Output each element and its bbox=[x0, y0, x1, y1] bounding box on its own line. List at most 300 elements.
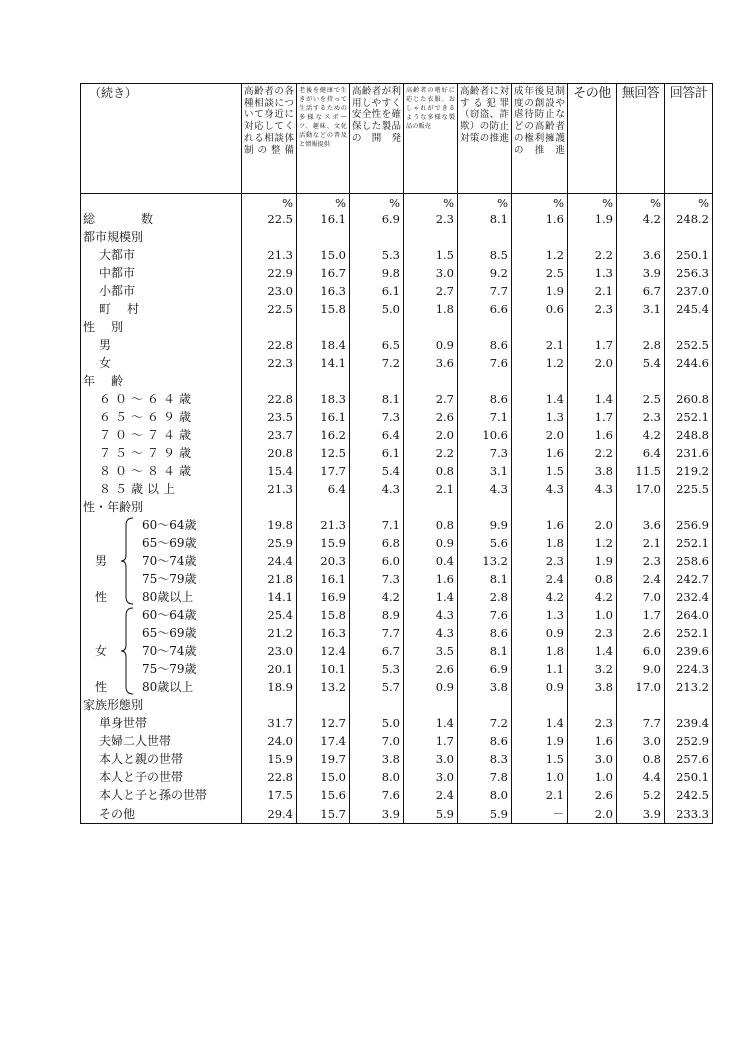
row-label bbox=[81, 282, 242, 300]
table-row bbox=[81, 300, 713, 318]
value-cell: 1.4 bbox=[568, 390, 617, 408]
row-label-text: 男 bbox=[99, 338, 112, 352]
value-cell: 1.9 bbox=[512, 282, 568, 300]
value-cell: 16.7 bbox=[297, 264, 350, 282]
value-cell: 19.8 bbox=[242, 516, 297, 534]
value-cell bbox=[617, 372, 665, 390]
male-group-label-1: 男 bbox=[95, 554, 108, 568]
value-cell: 4.3 bbox=[458, 480, 512, 498]
row-label-text: ８５歳以上 bbox=[99, 482, 180, 496]
value-cell: 2.8 bbox=[458, 588, 512, 606]
value-cell: 5.7 bbox=[350, 678, 404, 696]
value-cell: 7.7 bbox=[458, 282, 512, 300]
value-cell: 2.3 bbox=[568, 714, 617, 732]
value-cell: 15.0 bbox=[297, 768, 350, 786]
value-cell bbox=[297, 498, 350, 516]
value-cell: 6.6 bbox=[458, 300, 512, 318]
value-cell: 14.1 bbox=[297, 354, 350, 372]
value-cell: 1.2 bbox=[512, 354, 568, 372]
value-cell bbox=[665, 372, 713, 390]
value-cell: 15.9 bbox=[297, 534, 350, 552]
value-cell: 2.0 bbox=[512, 426, 568, 444]
female-group-label-2: 性 bbox=[95, 680, 108, 694]
value-cell bbox=[458, 372, 512, 390]
unit-row bbox=[81, 194, 713, 211]
value-cell: 23.7 bbox=[242, 426, 297, 444]
value-cell: 6.7 bbox=[617, 282, 665, 300]
value-cell: 4.2 bbox=[568, 588, 617, 606]
value-cell: 2.5 bbox=[617, 390, 665, 408]
table-row bbox=[81, 534, 713, 552]
value-cell: 7.0 bbox=[350, 732, 404, 750]
row-label bbox=[81, 300, 242, 318]
table-row bbox=[81, 354, 713, 372]
value-cell: 22.5 bbox=[242, 300, 297, 318]
value-cell bbox=[665, 498, 713, 516]
value-cell bbox=[350, 498, 404, 516]
table-row bbox=[81, 642, 713, 660]
value-cell: 252.9 bbox=[665, 732, 713, 750]
value-cell: 260.8 bbox=[665, 390, 713, 408]
row-label bbox=[81, 354, 242, 372]
value-cell: 2.1 bbox=[617, 534, 665, 552]
value-cell: 2.6 bbox=[568, 786, 617, 804]
row-label bbox=[81, 696, 242, 714]
value-cell: 231.6 bbox=[665, 444, 713, 462]
value-cell: 5.9 bbox=[458, 804, 512, 824]
row-label bbox=[81, 246, 242, 264]
value-cell: 5.9 bbox=[404, 804, 458, 824]
value-cell: 1.2 bbox=[568, 534, 617, 552]
value-cell: 3.1 bbox=[617, 300, 665, 318]
value-cell: 4.3 bbox=[404, 606, 458, 624]
value-cell: 7.8 bbox=[458, 768, 512, 786]
unit-cell: % bbox=[404, 194, 458, 211]
col-header-6: 成年後見制度の創設や虐待防止などの高齢者の権利擁護の推進 bbox=[512, 84, 568, 194]
value-cell: 3.9 bbox=[350, 804, 404, 824]
value-cell: 2.8 bbox=[617, 336, 665, 354]
value-cell: － bbox=[512, 804, 568, 824]
value-cell bbox=[617, 228, 665, 246]
value-cell: 1.4 bbox=[512, 390, 568, 408]
value-cell: 6.0 bbox=[350, 552, 404, 570]
row-label bbox=[81, 588, 242, 606]
row-label bbox=[81, 714, 242, 732]
value-cell: 3.8 bbox=[458, 678, 512, 696]
row-label bbox=[81, 210, 242, 228]
value-cell: 8.1 bbox=[458, 642, 512, 660]
value-cell bbox=[458, 498, 512, 516]
value-cell: 1.8 bbox=[512, 534, 568, 552]
col-header-8: 無回答 bbox=[617, 84, 665, 194]
value-cell: 17.0 bbox=[617, 678, 665, 696]
table-row bbox=[81, 480, 713, 498]
row-label-text: ７５～７９歳 bbox=[99, 446, 196, 460]
row-label-text: 本人と親の世帯 bbox=[99, 752, 184, 766]
value-cell bbox=[512, 318, 568, 336]
value-cell: 264.0 bbox=[665, 606, 713, 624]
value-cell: 2.3 bbox=[617, 408, 665, 426]
value-cell: 1.6 bbox=[512, 444, 568, 462]
value-cell: 232.4 bbox=[665, 588, 713, 606]
value-cell: 3.0 bbox=[404, 750, 458, 768]
value-cell: 6.8 bbox=[350, 534, 404, 552]
row-label bbox=[81, 804, 242, 824]
value-cell: 15.0 bbox=[297, 246, 350, 264]
value-cell: 1.6 bbox=[568, 732, 617, 750]
value-cell: 7.6 bbox=[458, 606, 512, 624]
value-cell: 1.5 bbox=[404, 246, 458, 264]
value-cell: 4.3 bbox=[350, 480, 404, 498]
value-cell: 22.3 bbox=[242, 354, 297, 372]
value-cell: 9.8 bbox=[350, 264, 404, 282]
value-cell: 9.2 bbox=[458, 264, 512, 282]
value-cell: 1.3 bbox=[512, 408, 568, 426]
value-cell bbox=[568, 228, 617, 246]
value-cell: 2.3 bbox=[568, 624, 617, 642]
section-row bbox=[81, 696, 713, 714]
value-cell: 242.5 bbox=[665, 786, 713, 804]
value-cell: 3.0 bbox=[404, 264, 458, 282]
value-cell bbox=[404, 696, 458, 714]
value-cell: 225.5 bbox=[665, 480, 713, 498]
value-cell: 1.5 bbox=[512, 750, 568, 768]
value-cell bbox=[350, 318, 404, 336]
value-cell: 6.1 bbox=[350, 444, 404, 462]
row-label-text: 夫婦二人世帯 bbox=[99, 734, 172, 748]
section-row bbox=[81, 318, 713, 336]
value-cell: 15.6 bbox=[297, 786, 350, 804]
value-cell: 213.2 bbox=[665, 678, 713, 696]
value-cell: 1.9 bbox=[568, 552, 617, 570]
value-cell bbox=[512, 696, 568, 714]
value-cell: 2.1 bbox=[568, 282, 617, 300]
row-label bbox=[81, 336, 242, 354]
unit-cell: % bbox=[297, 194, 350, 211]
value-cell: 11.5 bbox=[617, 462, 665, 480]
value-cell: 22.8 bbox=[242, 336, 297, 354]
value-cell: 2.7 bbox=[404, 390, 458, 408]
value-cell: 1.7 bbox=[568, 336, 617, 354]
value-cell: 21.8 bbox=[242, 570, 297, 588]
value-cell: 20.1 bbox=[242, 660, 297, 678]
value-cell: 4.2 bbox=[617, 210, 665, 228]
value-cell: 5.3 bbox=[350, 246, 404, 264]
value-cell: 6.9 bbox=[458, 660, 512, 678]
value-cell: 4.3 bbox=[512, 480, 568, 498]
value-cell: 1.4 bbox=[568, 642, 617, 660]
value-cell bbox=[350, 228, 404, 246]
row-label bbox=[81, 390, 242, 408]
value-cell: 3.8 bbox=[568, 678, 617, 696]
value-cell bbox=[458, 696, 512, 714]
value-cell: 2.0 bbox=[404, 426, 458, 444]
value-cell: 6.9 bbox=[350, 210, 404, 228]
value-cell: 244.6 bbox=[665, 354, 713, 372]
value-cell: 239.4 bbox=[665, 714, 713, 732]
unit-cell: % bbox=[665, 194, 713, 211]
survey-table bbox=[80, 83, 713, 824]
value-cell: 14.1 bbox=[242, 588, 297, 606]
row-label-text: 65～69歳 bbox=[142, 626, 197, 640]
value-cell: 17.5 bbox=[242, 786, 297, 804]
table-row bbox=[81, 336, 713, 354]
value-cell: 248.2 bbox=[665, 210, 713, 228]
value-cell bbox=[242, 696, 297, 714]
value-cell: 256.9 bbox=[665, 516, 713, 534]
value-cell: 7.2 bbox=[458, 714, 512, 732]
table-row bbox=[81, 570, 713, 588]
value-cell: 3.6 bbox=[617, 246, 665, 264]
value-cell: 22.9 bbox=[242, 264, 297, 282]
row-label bbox=[81, 426, 242, 444]
value-cell: 0.9 bbox=[512, 678, 568, 696]
row-label-text: 性・年齢別 bbox=[83, 500, 144, 514]
value-cell: 242.7 bbox=[665, 570, 713, 588]
value-cell: 252.1 bbox=[665, 534, 713, 552]
value-cell: 0.8 bbox=[568, 570, 617, 588]
value-cell: 256.3 bbox=[665, 264, 713, 282]
value-cell bbox=[404, 372, 458, 390]
value-cell: 1.7 bbox=[617, 606, 665, 624]
value-cell: 21.3 bbox=[297, 516, 350, 534]
male-group-label-2: 性 bbox=[95, 590, 108, 604]
value-cell: 2.1 bbox=[404, 480, 458, 498]
value-cell: 12.5 bbox=[297, 444, 350, 462]
value-cell: 2.2 bbox=[568, 246, 617, 264]
value-cell: 2.4 bbox=[512, 570, 568, 588]
table-row bbox=[81, 768, 713, 786]
value-cell: 12.7 bbox=[297, 714, 350, 732]
value-cell: 13.2 bbox=[297, 678, 350, 696]
value-cell: 257.6 bbox=[665, 750, 713, 768]
value-cell bbox=[617, 696, 665, 714]
value-cell bbox=[242, 372, 297, 390]
value-cell: 17.4 bbox=[297, 732, 350, 750]
value-cell: 1.3 bbox=[568, 264, 617, 282]
unit-cell: % bbox=[458, 194, 512, 211]
value-cell: 9.0 bbox=[617, 660, 665, 678]
row-label-text: 70～74歳 bbox=[142, 644, 197, 658]
value-cell: 6.4 bbox=[350, 426, 404, 444]
table-row bbox=[81, 678, 713, 696]
value-cell: 6.0 bbox=[617, 642, 665, 660]
value-cell: 2.1 bbox=[512, 336, 568, 354]
table-row bbox=[81, 390, 713, 408]
row-label bbox=[81, 552, 242, 570]
value-cell: 1.4 bbox=[512, 714, 568, 732]
value-cell bbox=[568, 318, 617, 336]
value-cell bbox=[350, 372, 404, 390]
value-cell: 18.3 bbox=[297, 390, 350, 408]
row-label-text: 80歳以上 bbox=[142, 680, 194, 694]
value-cell bbox=[512, 372, 568, 390]
table-row bbox=[81, 606, 713, 624]
value-cell bbox=[512, 228, 568, 246]
value-cell: 1.6 bbox=[512, 516, 568, 534]
row-label bbox=[81, 642, 242, 660]
row-label bbox=[81, 678, 242, 696]
value-cell: 24.4 bbox=[242, 552, 297, 570]
value-cell: 3.9 bbox=[617, 264, 665, 282]
value-cell: 3.8 bbox=[568, 462, 617, 480]
value-cell bbox=[568, 498, 617, 516]
table-row bbox=[81, 750, 713, 768]
row-label-text: 大都市 bbox=[99, 248, 136, 262]
row-label-text: 女 bbox=[99, 356, 112, 370]
value-cell: 8.6 bbox=[458, 390, 512, 408]
value-cell: 16.3 bbox=[297, 624, 350, 642]
table-row bbox=[81, 426, 713, 444]
value-cell: 1.8 bbox=[404, 300, 458, 318]
value-cell bbox=[404, 228, 458, 246]
value-cell: 3.2 bbox=[568, 660, 617, 678]
row-label-text: ６０～６４歳 bbox=[99, 392, 196, 406]
value-cell: 8.5 bbox=[458, 246, 512, 264]
row-label bbox=[81, 786, 242, 804]
value-cell: 0.8 bbox=[617, 750, 665, 768]
table-row bbox=[81, 282, 713, 300]
value-cell: 2.6 bbox=[617, 624, 665, 642]
row-label-text: ７０～７４歳 bbox=[99, 428, 196, 442]
row-label bbox=[81, 768, 242, 786]
row-label bbox=[81, 750, 242, 768]
col-header-1: 高齢者の各種相談について身近に対応してくれる相談体制の整備 bbox=[242, 84, 297, 194]
value-cell: 22.5 bbox=[242, 210, 297, 228]
value-cell: 3.6 bbox=[404, 354, 458, 372]
value-cell: 20.3 bbox=[297, 552, 350, 570]
value-cell: 12.4 bbox=[297, 642, 350, 660]
value-cell: 4.2 bbox=[512, 588, 568, 606]
value-cell: 4.2 bbox=[617, 426, 665, 444]
value-cell bbox=[297, 696, 350, 714]
value-cell: 2.7 bbox=[404, 282, 458, 300]
value-cell: 2.1 bbox=[512, 786, 568, 804]
value-cell: 224.3 bbox=[665, 660, 713, 678]
table-row bbox=[81, 732, 713, 750]
value-cell: 8.0 bbox=[350, 768, 404, 786]
table-row bbox=[81, 786, 713, 804]
section-row bbox=[81, 372, 713, 390]
value-cell: 1.0 bbox=[512, 768, 568, 786]
value-cell: 2.0 bbox=[568, 804, 617, 824]
row-label bbox=[81, 444, 242, 462]
value-cell: 1.9 bbox=[568, 210, 617, 228]
unit-cell: % bbox=[568, 194, 617, 211]
table-row bbox=[81, 624, 713, 642]
row-label-text: 年齢 bbox=[83, 374, 140, 388]
value-cell: 5.2 bbox=[617, 786, 665, 804]
col-header-3: 高齢者が利用しやすく安全性を確保した製品の開発 bbox=[350, 84, 404, 194]
unit-cell: % bbox=[512, 194, 568, 211]
value-cell: 1.4 bbox=[404, 588, 458, 606]
value-cell: 3.0 bbox=[617, 732, 665, 750]
row-label-text: 60～64歳 bbox=[142, 518, 197, 532]
value-cell: 8.6 bbox=[458, 336, 512, 354]
value-cell: 2.0 bbox=[568, 354, 617, 372]
value-cell: 22.8 bbox=[242, 768, 297, 786]
table-row bbox=[81, 804, 713, 824]
value-cell: 31.7 bbox=[242, 714, 297, 732]
table-row bbox=[81, 408, 713, 426]
row-label bbox=[81, 372, 242, 390]
table-row bbox=[81, 714, 713, 732]
table-row bbox=[81, 264, 713, 282]
value-cell: 19.7 bbox=[297, 750, 350, 768]
value-cell: 3.6 bbox=[617, 516, 665, 534]
row-label-text: 中都市 bbox=[99, 266, 136, 280]
value-cell: 7.3 bbox=[350, 570, 404, 588]
row-label-text: 80歳以上 bbox=[142, 590, 194, 604]
value-cell: 15.8 bbox=[297, 300, 350, 318]
col-header-4: 高齢者の嗜好に応じた衣服、おしゃれができるような多様な製品の販売 bbox=[404, 84, 458, 194]
female-group-label-1: 女 bbox=[95, 644, 108, 658]
value-cell: 1.7 bbox=[404, 732, 458, 750]
value-cell: 0.9 bbox=[512, 624, 568, 642]
value-cell: 6.5 bbox=[350, 336, 404, 354]
row-label-text: 75～79歳 bbox=[142, 662, 197, 676]
value-cell: 2.5 bbox=[512, 264, 568, 282]
row-label bbox=[81, 318, 242, 336]
value-cell: 5.0 bbox=[350, 714, 404, 732]
value-cell: 7.7 bbox=[617, 714, 665, 732]
value-cell: 0.9 bbox=[404, 534, 458, 552]
section-row bbox=[81, 228, 713, 246]
value-cell: 8.1 bbox=[350, 390, 404, 408]
value-cell: 8.6 bbox=[458, 732, 512, 750]
value-cell: 15.4 bbox=[242, 462, 297, 480]
value-cell: 15.7 bbox=[297, 804, 350, 824]
value-cell: 2.0 bbox=[568, 516, 617, 534]
value-cell: 2.6 bbox=[404, 660, 458, 678]
row-label-text: 本人と子と孫の世帯 bbox=[99, 788, 208, 802]
row-label-text: 性別 bbox=[83, 320, 140, 334]
value-cell: 1.0 bbox=[568, 768, 617, 786]
value-cell: 2.3 bbox=[512, 552, 568, 570]
value-cell: 252.1 bbox=[665, 624, 713, 642]
value-cell: 23.0 bbox=[242, 642, 297, 660]
value-cell: 9.9 bbox=[458, 516, 512, 534]
value-cell: 7.2 bbox=[350, 354, 404, 372]
value-cell: 7.6 bbox=[350, 786, 404, 804]
value-cell: 8.1 bbox=[458, 210, 512, 228]
value-cell: 245.4 bbox=[665, 300, 713, 318]
value-cell: 23.5 bbox=[242, 408, 297, 426]
row-label bbox=[81, 732, 242, 750]
value-cell: 16.1 bbox=[297, 408, 350, 426]
value-cell: 18.4 bbox=[297, 336, 350, 354]
value-cell: 2.2 bbox=[568, 444, 617, 462]
value-cell: 239.6 bbox=[665, 642, 713, 660]
value-cell: 8.3 bbox=[458, 750, 512, 768]
value-cell: 3.8 bbox=[350, 750, 404, 768]
value-cell: 1.2 bbox=[512, 246, 568, 264]
value-cell bbox=[404, 318, 458, 336]
row-label bbox=[81, 498, 242, 516]
value-cell: 16.2 bbox=[297, 426, 350, 444]
row-label-text: 65～69歳 bbox=[142, 536, 197, 550]
unit-row-label bbox=[81, 194, 242, 211]
value-cell: 8.9 bbox=[350, 606, 404, 624]
row-label-text: ８０～８４歳 bbox=[99, 464, 196, 478]
value-cell: 7.1 bbox=[458, 408, 512, 426]
section-row bbox=[81, 498, 713, 516]
value-cell: 5.3 bbox=[350, 660, 404, 678]
table-row bbox=[81, 246, 713, 264]
value-cell: 3.5 bbox=[404, 642, 458, 660]
value-cell: 21.3 bbox=[242, 246, 297, 264]
row-label bbox=[81, 408, 242, 426]
